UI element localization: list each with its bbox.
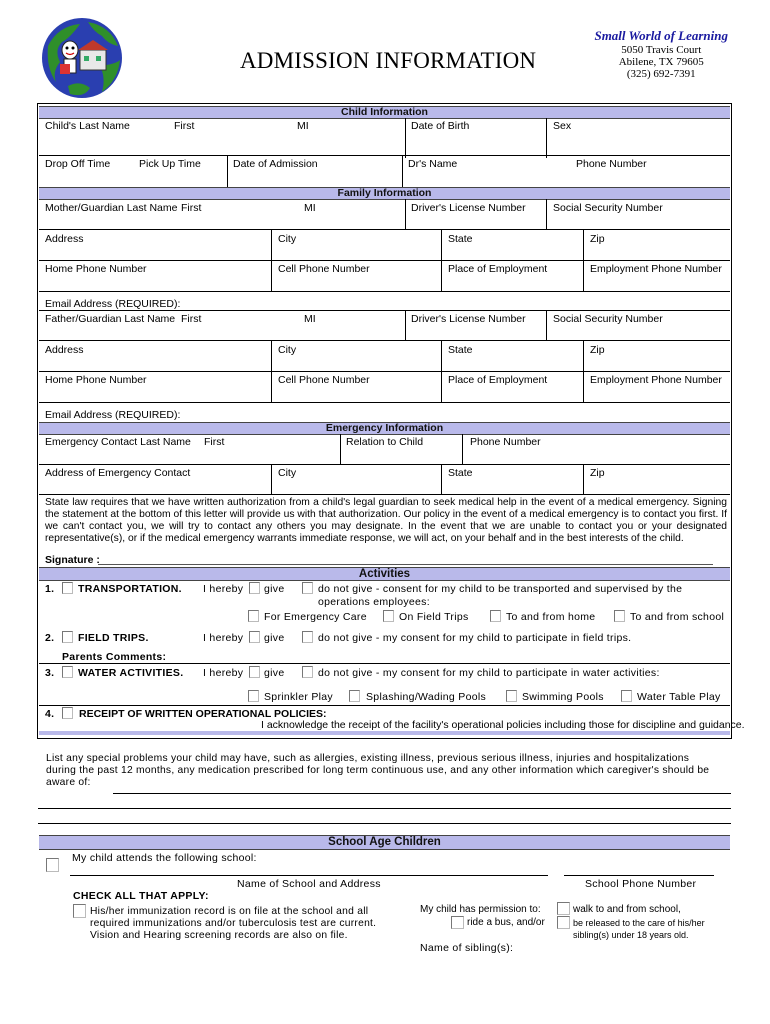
sprinkler-play-checkbox[interactable] [248,690,259,702]
water-activities-text: do not give - my consent for my child to participate in water activities: [318,667,660,679]
father-city-field[interactable]: City [278,344,297,356]
water-activities-checkbox[interactable] [62,666,73,678]
option-field-trips: On Field Trips [399,611,469,623]
field-do-not-give-checkbox[interactable] [302,631,313,643]
emergency-state-field[interactable]: State [448,467,473,479]
attends-school-checkbox[interactable] [46,858,59,872]
father-employment-phone-field[interactable]: Employment Phone Number [590,374,722,386]
emergency-zip-field[interactable]: Zip [590,467,605,479]
option-wading-pools: Splashing/Wading Pools [366,691,487,703]
option-emergency-care: For Emergency Care [264,611,367,623]
school-info [594,28,728,80]
school-age-heading: School Age Children [39,835,730,850]
father-ssn-field[interactable]: Social Security Number [553,313,663,325]
option-sprinkler-play: Sprinkler Play [264,691,333,703]
drop-off-time-field[interactable]: Drop Off Time [45,158,111,170]
field-trips-checkbox[interactable] [62,631,73,643]
swimming-pools-checkbox[interactable] [506,690,517,702]
father-employment-field[interactable]: Place of Employment [448,374,548,386]
emergency-city-field[interactable]: City [278,467,297,479]
child-last-name-field[interactable]: Child's Last Name [45,120,130,132]
mother-license-field[interactable]: Driver's License Number [411,202,526,214]
divider [39,464,730,465]
emergency-phone-field[interactable]: Phone Number [470,436,541,448]
activity-number: 2. [45,632,55,644]
transport-do-not-give-checkbox[interactable] [302,582,313,594]
receipt-policies-checkbox[interactable] [62,707,73,719]
emergency-info-heading: Emergency Information [39,422,730,435]
school-name: Small World of Learning [594,28,728,43]
divider [39,260,730,261]
father-mi-field[interactable]: MI [304,313,316,325]
divider [271,464,272,494]
receipt-policies-title: RECEIPT OF WRITTEN OPERATIONAL POLICIES: [79,708,327,720]
divider [340,434,341,464]
divider [39,155,730,156]
walk-label: walk to and from school, [573,904,681,915]
page-title: ADMISSION INFORMATION [240,48,537,73]
pick-up-time-field[interactable]: Pick Up Time [139,158,201,170]
activity-number: 1. [45,583,55,595]
school-logo-globe [40,16,124,100]
school-phone-label: School Phone Number [585,878,697,890]
father-email-field[interactable]: Email Address (REQUIRED): [45,409,181,421]
divider [402,155,403,187]
divider [39,310,730,311]
father-cell-phone-field[interactable]: Cell Phone Number [278,374,370,386]
medical-authorization-statement: State law requires that we have written authorization from a child's legal guardian to seek medical help in the event of a medical emergency. Signing the statement at the bottom of this letter will provide us with that authorization. Our policy in the event of a medical emergency is to contact you first. If we can't contact you, we will try to contact any others you may designate. In the event that we are unable to contact you or your designated representative(s), or if the medical emergency warrants immediate response, we will act, on your behalf and in the best interests of the child. [45,497,727,544]
mother-employment-field[interactable]: Place of Employment [448,263,548,275]
to-from-school-checkbox[interactable] [614,610,625,622]
school-name-address-label: Name of School and Address [237,878,381,890]
father-state-field[interactable]: State [448,344,473,356]
activity-number: 3. [45,667,55,679]
divider [39,705,730,706]
immunization-checkbox[interactable] [73,904,86,918]
hereby-label: I hereby [203,632,244,644]
father-home-phone-field[interactable]: Home Phone Number [45,374,147,386]
child-mi-field[interactable]: MI [297,120,309,132]
divider [39,402,730,403]
emergency-last-name-field[interactable]: Emergency Contact Last Name [45,436,191,448]
divider [441,464,442,494]
transportation-text: do not give - consent for my child to be transported and supervised by the [318,583,683,595]
released-checkbox[interactable] [557,916,570,929]
child-first-name-field[interactable]: First [174,120,195,132]
father-zip-field[interactable]: Zip [590,344,605,356]
divider [546,199,547,230]
sibling-names-label: Name of sibling(s): [420,942,514,954]
divider [39,663,730,664]
check-all-label: CHECK ALL THAT APPLY: [73,890,209,902]
option-to-from-school: To and from school [630,611,725,623]
divider [39,340,730,341]
mother-email-field[interactable]: Email Address (REQUIRED): [45,298,181,310]
divider [462,434,463,464]
activity-number: 4. [45,708,55,720]
mother-employment-phone-field[interactable]: Employment Phone Number [590,263,722,275]
date-of-admission-field[interactable]: Date of Admission [233,158,318,170]
special-problems-line[interactable] [113,793,731,794]
school-name-line[interactable] [70,875,548,876]
school-phone-line[interactable] [564,875,714,876]
activities-heading: Activities [39,567,730,581]
field-trips-title: FIELD TRIPS. [78,632,149,644]
hereby-label: I hereby [203,583,244,595]
child-dob-field[interactable]: Date of Birth [411,120,470,132]
child-sex-field[interactable]: Sex [553,120,572,132]
divider [583,464,584,494]
divider [405,199,406,230]
mother-address-field[interactable]: Address [45,233,84,245]
school-address-line2: Abilene, TX 79605 [618,56,704,68]
permission-label: My child has permission to: [420,904,541,915]
hereby-label: I hereby [203,667,244,679]
divider [39,229,730,230]
water-do-not-give-checkbox[interactable] [302,666,313,678]
relation-to-child-field[interactable]: Relation to Child [346,436,424,448]
mother-home-phone-field[interactable]: Home Phone Number [45,263,147,275]
ride-bus-checkbox[interactable] [451,916,464,929]
transportation-text-2: operations employees: [318,596,430,608]
water-activities-title: WATER ACTIVITIES. [78,667,184,679]
divider [405,118,406,158]
give-label: give [264,632,285,644]
mother-ssn-field[interactable]: Social Security Number [553,202,663,214]
divider [546,310,547,340]
signature-line[interactable] [98,564,713,565]
emergency-care-checkbox[interactable] [248,610,259,622]
immunization-text: His/her immunization record is on file at the school and all required immunizations and/or tuberculosis test are current. Vision and Hearing screening records are also on file. [90,906,377,941]
ride-bus-label: ride a bus, and/or [467,917,545,928]
father-last-name-field[interactable]: Father/Guardian Last Name [45,313,176,325]
mother-first-name-field[interactable]: First [181,202,202,214]
transport-give-checkbox[interactable] [249,582,260,594]
school-address-line1: 5050 Travis Court [621,44,702,56]
released-label: be released to the care of his/her [573,918,705,928]
father-first-name-field[interactable]: First [181,313,202,325]
option-swimming-pools: Swimming Pools [522,691,604,703]
mother-zip-field[interactable]: Zip [590,233,605,245]
divider [39,494,730,495]
give-label: give [264,667,285,679]
signature-label: Signature : [45,554,100,566]
to-from-home-checkbox[interactable] [490,610,501,622]
special-problems-line[interactable] [38,808,731,809]
emergency-first-name-field[interactable]: First [204,436,225,448]
divider [546,118,547,158]
water-table-play-checkbox[interactable] [621,690,632,702]
wading-pools-checkbox[interactable] [349,690,360,702]
mother-last-name-field[interactable]: Mother/Guardian Last Name [45,202,178,214]
receipt-policies-text: I acknowledge the receipt of the facility's operational policies including those for discipline and guidance. [261,719,745,731]
school-phone: (325) 692-7391 [626,68,696,80]
give-label: give [264,583,285,595]
transportation-title: TRANSPORTATION. [78,583,182,595]
attends-school-label: My child attends the following school: [72,852,257,864]
drs-name-field[interactable]: Dr's Name [408,158,458,170]
field-give-checkbox[interactable] [249,631,260,643]
parents-comments-label: Parents Comments: [62,651,167,663]
child-info-heading: Child Information [39,106,730,119]
water-give-checkbox[interactable] [249,666,260,678]
mother-city-field[interactable]: City [278,233,297,245]
dr-phone-field[interactable]: Phone Number [576,158,647,170]
emergency-address-field[interactable]: Address of Emergency Contact [45,467,191,479]
mother-state-field[interactable]: State [448,233,473,245]
mother-mi-field[interactable]: MI [304,202,316,214]
bottom-band [39,731,730,735]
divider [39,291,730,292]
divider [405,310,406,340]
transportation-checkbox[interactable] [62,582,73,594]
special-problems-line[interactable] [38,823,731,824]
divider [227,155,228,187]
field-trips-option-checkbox[interactable] [383,610,394,622]
walk-checkbox[interactable] [557,902,570,915]
divider [39,371,730,372]
siblings-label: sibling(s) under 18 years old. [573,930,689,940]
field-trips-text: do not give - my consent for my child to participate in field trips. [318,632,632,644]
special-problems-text: List any special problems your child may have, such as allergies, existing illness, previous serious illness, injuries and hospitalizations during the past 12 months, any medication prescribed for long term continuous use, and any other information which caregiver's should be aware of: [46,753,710,788]
family-info-heading: Family Information [39,187,730,200]
father-address-field[interactable]: Address [45,344,84,356]
father-license-field[interactable]: Driver's License Number [411,313,526,325]
option-to-from-home: To and from home [506,611,596,623]
mother-cell-phone-field[interactable]: Cell Phone Number [278,263,370,275]
option-water-table-play: Water Table Play [637,691,721,703]
